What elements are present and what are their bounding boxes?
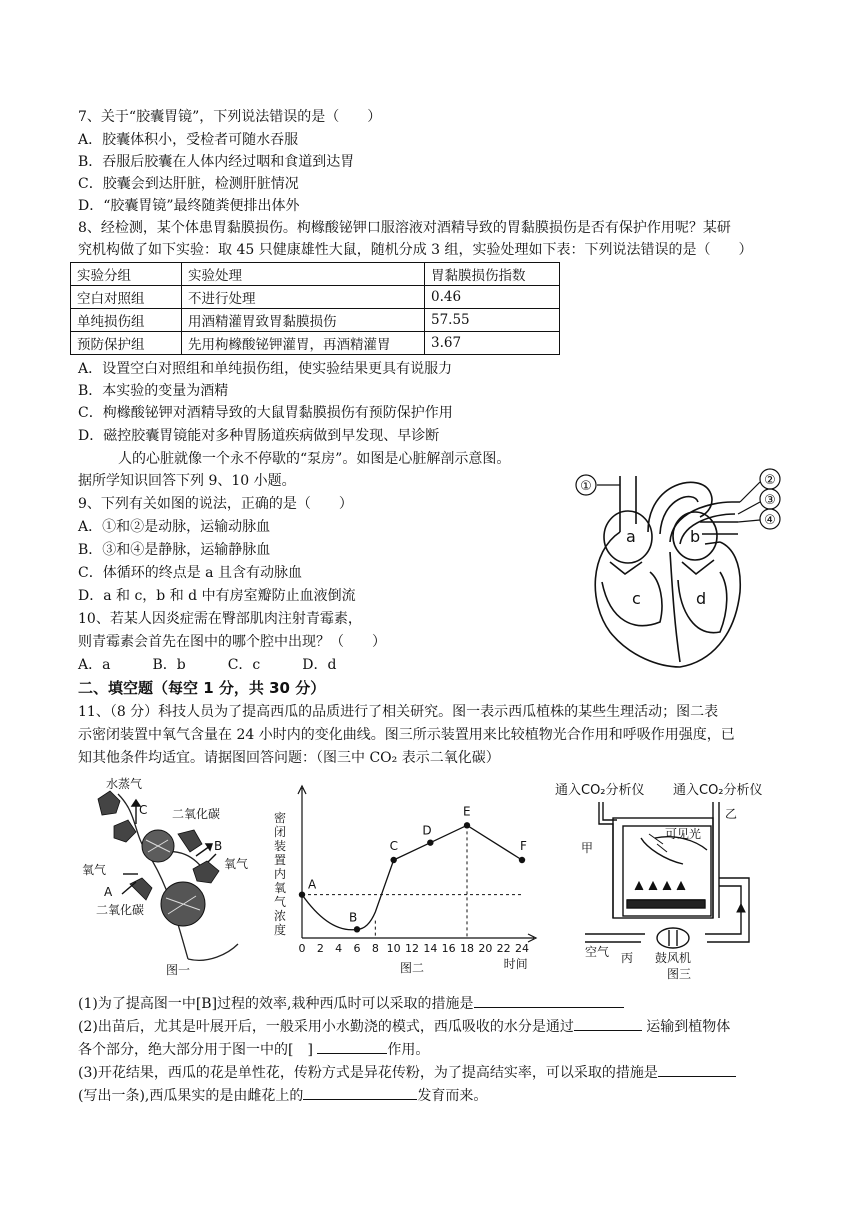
y-axis-label-char: 内 bbox=[273, 867, 287, 881]
marker-4: ④ bbox=[764, 513, 776, 528]
air-label: 空气 bbox=[585, 945, 610, 959]
label-yi: 乙 bbox=[725, 807, 738, 821]
table-cell: 57.55 bbox=[425, 309, 560, 332]
chamber-d: d bbox=[696, 589, 707, 608]
y-axis-label-char: 密 bbox=[273, 811, 287, 825]
section-2-title: 二、填空题（每空 1 分，共 30 分） bbox=[78, 679, 326, 697]
x-tick-label: 6 bbox=[353, 942, 361, 955]
label-co2-top: 二氧化碳 bbox=[172, 807, 221, 821]
data-point-e bbox=[464, 822, 470, 828]
table-cell: 先用枸橼酸铋钾灌胃，再酒精灌胃 bbox=[182, 332, 425, 355]
light-label: 可见光 bbox=[665, 827, 702, 841]
x-tick-label: 8 bbox=[371, 942, 379, 955]
chamber-a: a bbox=[626, 527, 636, 546]
label-bing: 丙 bbox=[621, 951, 634, 965]
table-cell: 3.67 bbox=[425, 332, 560, 355]
q11-sub2-text-c: 各个部分，绝大部分用于图一中的[ ] bbox=[78, 1042, 313, 1058]
table-header-cell: 实验分组 bbox=[71, 263, 182, 286]
label-c: C bbox=[139, 803, 148, 817]
q8-option-a: A．设置空白对照组和单纯损伤组，使实验结果更具有说服力 bbox=[78, 361, 453, 377]
table-header-cell: 胃黏膜损伤指数 bbox=[425, 263, 560, 286]
x-tick-label: 4 bbox=[335, 942, 343, 955]
point-label-a: A bbox=[308, 877, 317, 892]
q9-option-d: D．a 和 c，b 和 d 中有房室瓣防止血液倒流 bbox=[78, 588, 356, 604]
x-tick-label: 12 bbox=[405, 942, 419, 955]
q11-sub3-text-c: 发育而来。 bbox=[417, 1088, 488, 1104]
q11-intro-line3: 知其他条件均适宜。请据图回答问题：（图三中 CO₂ 表示二氧化碳） bbox=[78, 750, 500, 766]
point-label-b: B bbox=[349, 910, 358, 925]
marker-1: ① bbox=[580, 479, 592, 494]
table-row bbox=[71, 286, 560, 309]
x-tick-label: 22 bbox=[496, 942, 511, 955]
q10-options: A．a B．b C．c D．d bbox=[78, 657, 337, 673]
q11-intro-line1: 11、（8 分）科技人员为了提高西瓜的品质进行了相关研究。图一表示西瓜植株的某些生理活动；图二表 bbox=[78, 704, 719, 720]
answer-blank[interactable] bbox=[574, 1016, 642, 1031]
y-axis-label-char: 氧 bbox=[273, 881, 287, 895]
q11-sub3-line1 bbox=[78, 1062, 736, 1083]
oxygen-curve bbox=[302, 825, 522, 929]
q11-sub3-text-b: (写出一条),西瓜果实的是由雌花上的 bbox=[78, 1088, 304, 1104]
chamber-b: b bbox=[690, 527, 701, 546]
y-axis-label-char: 闭 bbox=[273, 825, 287, 839]
figure-3-apparatus bbox=[555, 778, 785, 983]
inlet-left-label: 通入CO₂分析仪 bbox=[555, 783, 645, 798]
point-label-f: F bbox=[520, 839, 527, 853]
marker-3: ③ bbox=[764, 493, 776, 508]
figure-2-caption: 图二 bbox=[399, 961, 425, 975]
q9-option-c: C．体循环的终点是 a 且含有动脉血 bbox=[78, 565, 302, 581]
q11-sub3-text: (3)开花结果，西瓜的花是单性花，传粉方式是异花传粉，为了提高结实率，可以采取的措施是 bbox=[78, 1065, 658, 1081]
label-jia: 甲 bbox=[581, 841, 594, 855]
figure-1-caption: 图一 bbox=[165, 963, 191, 977]
heart-intro-line1: 人的心脏就像一个永不停歇的“泵房”。如图是心脏解剖示意图。 bbox=[118, 451, 511, 467]
q11-sub3-line2 bbox=[78, 1085, 487, 1106]
x-tick-label: 2 bbox=[316, 942, 324, 955]
answer-blank[interactable] bbox=[658, 1062, 736, 1077]
q7-option-c: C．胶囊会到达肝脏，检测肝脏情况 bbox=[78, 176, 299, 192]
data-point-a bbox=[299, 891, 305, 897]
x-tick-label: 16 bbox=[441, 942, 456, 955]
q8-stem-line1: 8、经检测，某个体患胃黏膜损伤。枸橼酸铋钾口服溶液对酒精导致的胃黏膜损伤是否有保护作用呢？某研 bbox=[78, 220, 731, 236]
q10-stem-line2: 则青霉素会首先在图中的哪个腔中出现？（ ） bbox=[78, 634, 386, 650]
q7-option-d: D．“胶囊胃镜”最终随粪便排出体外 bbox=[78, 198, 300, 214]
table-cell: 用酒精灌胃致胃黏膜损伤 bbox=[182, 309, 425, 332]
table-row bbox=[71, 309, 560, 332]
q11-sub2-text-b: 运输到植物体 bbox=[646, 1019, 731, 1035]
data-point-f bbox=[519, 857, 525, 863]
table-cell: 不进行处理 bbox=[182, 286, 425, 309]
data-point-c bbox=[390, 857, 396, 863]
label-a: A bbox=[104, 885, 113, 899]
q11-sub2-line1 bbox=[78, 1016, 730, 1037]
figure-3-caption: 图三 bbox=[667, 967, 692, 981]
point-label-d: D bbox=[422, 823, 432, 838]
x-tick-label: 0 bbox=[298, 942, 306, 955]
data-point-b bbox=[354, 926, 360, 932]
table-cell: 空白对照组 bbox=[71, 286, 182, 309]
figure-2-oxygen-chart bbox=[268, 778, 543, 978]
q11-sub1 bbox=[78, 993, 624, 1014]
y-axis-label-char: 置 bbox=[273, 853, 287, 867]
figure-1-plant bbox=[78, 774, 263, 979]
q11-sub2-line2 bbox=[78, 1039, 429, 1060]
heart-intro-line2: 据所学知识回答下列 9、10 小题。 bbox=[78, 473, 296, 489]
q7-option-a: A．胶囊体积小，受检者可随水吞服 bbox=[78, 132, 299, 148]
table-cell: 预防保护组 bbox=[71, 332, 182, 355]
chamber-c: c bbox=[632, 589, 641, 608]
q9-option-b: B．③和④是静脉，运输静脉血 bbox=[78, 542, 271, 558]
inlet-right-label: 通入CO₂分析仪 bbox=[673, 783, 763, 798]
answer-blank[interactable] bbox=[317, 1039, 387, 1054]
q9-option-a: A．①和②是动脉，运输动脉血 bbox=[78, 519, 271, 535]
x-tick-label: 20 bbox=[478, 942, 493, 955]
y-axis-label-char: 装 bbox=[273, 839, 287, 853]
table-cell: 0.46 bbox=[425, 286, 560, 309]
y-axis-label-char: 气 bbox=[273, 895, 287, 909]
marker-2: ② bbox=[764, 473, 776, 488]
q11-sub2-text: (2)出苗后，尤其是叶展开后，一般采用小水勤浇的模式，西瓜吸收的水分是通过 bbox=[78, 1019, 574, 1035]
label-o2-right: 氧气 bbox=[224, 857, 249, 871]
y-axis-label-char: 度 bbox=[273, 923, 287, 937]
table-header-cell: 实验处理 bbox=[182, 263, 425, 286]
point-label-e: E bbox=[463, 804, 471, 819]
q9-stem: 9、下列有关如图的说法，正确的是（ ） bbox=[78, 496, 353, 512]
experiment-table bbox=[70, 262, 560, 355]
y-axis bbox=[298, 786, 306, 938]
x-tick-label: 24 bbox=[515, 942, 529, 955]
table-header-row bbox=[71, 263, 560, 286]
point-label-c: C bbox=[389, 839, 399, 853]
x-axis-label: 时间 bbox=[503, 957, 528, 971]
blower-label: 鼓风机 bbox=[655, 951, 692, 965]
label-o2-left: 氧气 bbox=[82, 863, 107, 877]
y-axis-label-char: 浓 bbox=[273, 909, 287, 923]
q8-option-b: B．本实验的变量为酒精 bbox=[78, 383, 229, 399]
x-tick-label: 14 bbox=[423, 942, 438, 955]
label-b: B bbox=[214, 839, 223, 853]
heart-diagram bbox=[570, 462, 785, 672]
x-tick-label: 10 bbox=[386, 942, 401, 955]
q8-stem-line2: 究机构做了如下实验：取 45 只健康雄性大鼠，随机分成 3 组，实验处理如下表：下列说法错误的是（ ） bbox=[78, 242, 753, 258]
q11-intro-line2: 示密闭装置中氧气含量在 24 小时内的变化曲线。图三所示装置用来比较植物光合作用和呼吸作用强度，已 bbox=[78, 727, 735, 743]
label-water-vapor: 水蒸气 bbox=[106, 777, 143, 791]
q7-stem: 7、关于“胶囊胃镜”，下列说法错误的是（ ） bbox=[78, 109, 382, 125]
answer-blank[interactable] bbox=[303, 1085, 417, 1100]
q8-option-c: C．枸橼酸铋钾对酒精导致的大鼠胃黏膜损伤有预防保护作用 bbox=[78, 405, 453, 421]
x-axis bbox=[302, 934, 536, 942]
data-point-d bbox=[427, 839, 433, 845]
table-cell: 单纯损伤组 bbox=[71, 309, 182, 332]
label-co2-bottom: 二氧化碳 bbox=[96, 903, 145, 917]
q11-sub1-text: (1)为了提高图一中[B]过程的效率,栽种西瓜时可以采取的措施是 bbox=[78, 996, 474, 1012]
q8-option-d: D．磁控胶囊胃镜能对多种胃肠道疾病做到早发现、早诊断 bbox=[78, 428, 440, 444]
x-tick-label: 18 bbox=[460, 942, 474, 955]
answer-blank[interactable] bbox=[474, 993, 624, 1008]
q10-stem-line1: 10、若某人因炎症需在臀部肌肉注射青霉素， bbox=[78, 611, 362, 627]
q11-sub2-text-d: 作用。 bbox=[387, 1042, 430, 1058]
table-row bbox=[71, 332, 560, 355]
q7-option-b: B．吞服后胶囊在人体内经过咽和食道到达胃 bbox=[78, 154, 355, 170]
